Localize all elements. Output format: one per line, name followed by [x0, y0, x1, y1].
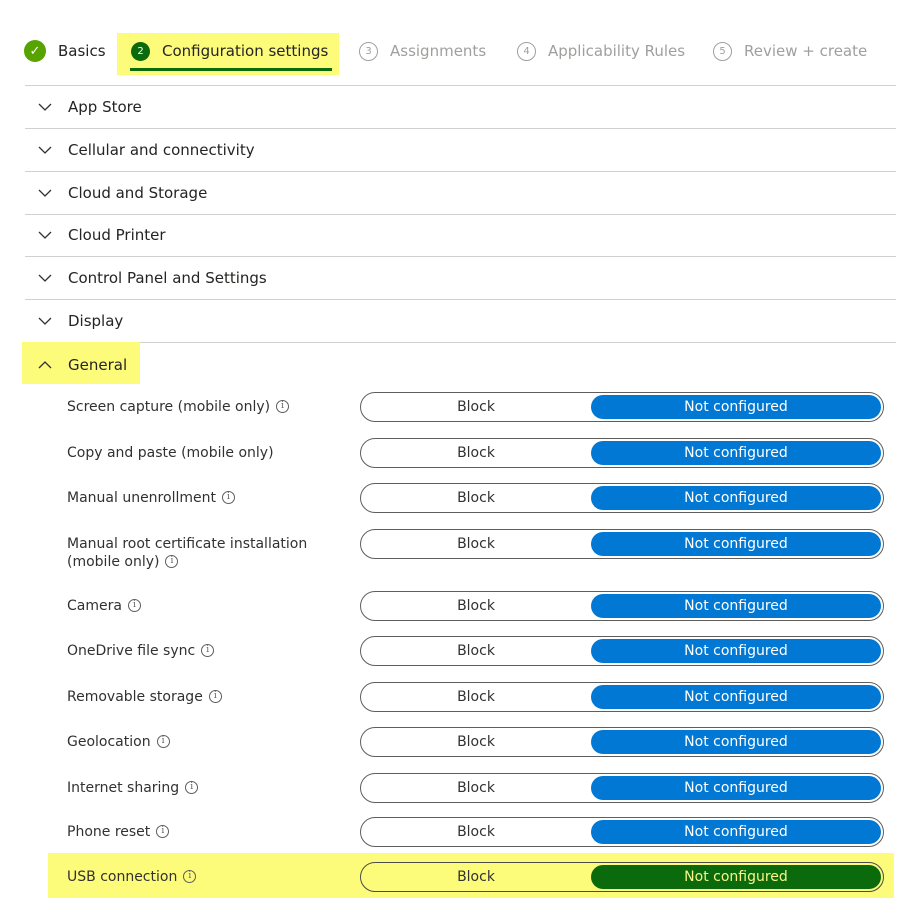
block-option[interactable]: Block — [457, 598, 495, 614]
setting-onedrive-file-sync — [67, 642, 352, 660]
info-icon[interactable]: i — [209, 690, 222, 703]
setting-usb-connection — [67, 868, 352, 886]
info-icon[interactable]: i — [276, 400, 289, 413]
info-icon[interactable]: i — [128, 599, 141, 612]
setting-screen-capture — [67, 398, 352, 416]
section-cellular-and-connectivity[interactable] — [25, 129, 896, 172]
section-cloud-printer[interactable] — [25, 214, 896, 257]
screen-capture-toggle[interactable] — [360, 392, 884, 422]
block-option[interactable]: Block — [457, 445, 495, 461]
step-number-icon: 2 — [131, 42, 150, 61]
setting-label: Removable storage — [67, 689, 203, 705]
section-control-panel-and-settings[interactable] — [25, 257, 896, 300]
setting-removable-storage — [67, 688, 352, 706]
setting-label: Camera — [67, 598, 122, 614]
camera-toggle[interactable] — [360, 591, 884, 621]
block-option[interactable]: Block — [457, 399, 495, 415]
block-option[interactable]: Block — [457, 536, 495, 552]
step-number-icon: 5 — [713, 42, 732, 61]
chevron-down-icon — [38, 314, 52, 328]
setting-label: Phone reset — [67, 824, 151, 840]
chevron-up-icon — [38, 358, 52, 372]
not-configured-option[interactable]: Not configured — [591, 730, 881, 754]
step-assignments[interactable] — [359, 38, 486, 64]
manual-unenrollment-toggle[interactable] — [360, 483, 884, 513]
chevron-down-icon — [38, 143, 52, 157]
section-general[interactable] — [25, 343, 896, 386]
not-configured-option[interactable]: Not configured — [591, 395, 881, 419]
block-option[interactable]: Block — [457, 734, 495, 750]
step-configuration-settings[interactable] — [131, 38, 328, 64]
onedrive-file-sync-toggle[interactable] — [360, 636, 884, 666]
not-configured-option[interactable]: Not configured — [591, 820, 881, 844]
step-label: Configuration settings — [162, 42, 329, 60]
setting-label: Manual unenrollment — [67, 490, 216, 506]
geolocation-toggle[interactable] — [360, 727, 884, 757]
info-icon[interactable]: i — [165, 555, 178, 568]
not-configured-option[interactable]: Not configured — [591, 441, 881, 465]
info-icon[interactable]: i — [156, 825, 169, 838]
checkmark-icon: ✓ — [24, 40, 46, 62]
manual-root-certificate-toggle[interactable] — [360, 529, 884, 559]
section-label: General — [68, 355, 128, 374]
setting-camera — [67, 597, 352, 615]
setting-label: OneDrive file sync — [67, 643, 196, 659]
not-configured-option[interactable]: Not configured — [591, 639, 881, 663]
not-configured-option[interactable]: Not configured — [591, 685, 881, 709]
block-option[interactable]: Block — [457, 869, 495, 885]
block-option[interactable]: Block — [457, 689, 495, 705]
setting-label: Internet sharing — [67, 780, 180, 796]
setting-label: Screen capture (mobile only) — [67, 399, 271, 415]
setting-label: Manual root certificate installation — [67, 536, 308, 552]
section-display[interactable] — [25, 300, 896, 343]
section-label: App Store — [68, 98, 142, 116]
not-configured-option[interactable]: Not configured — [591, 594, 881, 618]
section-label: Control Panel and Settings — [68, 269, 267, 287]
section-label: Cloud and Storage — [68, 184, 208, 202]
setting-manual-root-certificate — [67, 535, 352, 571]
setting-copy-and-paste — [67, 444, 352, 462]
setting-label: Copy and paste (mobile only) — [67, 445, 274, 461]
chevron-down-icon — [38, 228, 52, 242]
not-configured-option[interactable]: Not configured — [591, 532, 881, 556]
chevron-down-icon — [38, 271, 52, 285]
info-icon[interactable]: i — [183, 870, 196, 883]
setting-manual-unenrollment — [67, 489, 352, 507]
block-option[interactable]: Block — [457, 643, 495, 659]
copy-and-paste-toggle[interactable] — [360, 438, 884, 468]
setting-label: Geolocation — [67, 734, 151, 750]
step-number-icon: 4 — [517, 42, 536, 61]
section-label: Cloud Printer — [68, 226, 166, 244]
setting-label-line2: (mobile only) — [67, 554, 160, 570]
step-label: Review + create — [744, 42, 868, 60]
section-cloud-and-storage[interactable] — [25, 172, 896, 215]
setting-geolocation — [67, 733, 352, 751]
not-configured-option[interactable]: Not configured — [591, 486, 881, 510]
step-review-create[interactable] — [713, 38, 867, 64]
step-basics[interactable] — [24, 38, 106, 64]
setting-internet-sharing — [67, 779, 352, 797]
block-option[interactable]: Block — [457, 490, 495, 506]
setting-label: USB connection — [67, 869, 178, 885]
block-option[interactable]: Block — [457, 824, 495, 840]
usb-connection-toggle[interactable] — [360, 862, 884, 892]
block-option[interactable]: Block — [457, 780, 495, 796]
info-icon[interactable]: i — [201, 644, 214, 657]
section-app-store[interactable] — [25, 86, 896, 129]
section-label: Display — [68, 312, 124, 330]
step-label: Assignments — [390, 42, 487, 60]
info-icon[interactable]: i — [222, 491, 235, 504]
step-applicability-rules[interactable] — [517, 38, 685, 64]
step-label: Basics — [58, 42, 106, 60]
removable-storage-toggle[interactable] — [360, 682, 884, 712]
internet-sharing-toggle[interactable] — [360, 773, 884, 803]
step-label: Applicability Rules — [548, 42, 686, 60]
phone-reset-toggle[interactable] — [360, 817, 884, 847]
current-step-underline — [130, 68, 332, 71]
wizard-steps — [0, 0, 914, 86]
chevron-down-icon — [38, 186, 52, 200]
chevron-down-icon — [38, 100, 52, 114]
setting-phone-reset — [67, 823, 352, 841]
section-label: Cellular and connectivity — [68, 141, 255, 159]
info-icon[interactable]: i — [157, 735, 170, 748]
info-icon[interactable]: i — [185, 781, 198, 794]
step-number-icon: 3 — [359, 42, 378, 61]
not-configured-option[interactable]: Not configured — [591, 865, 881, 889]
not-configured-option[interactable]: Not configured — [591, 776, 881, 800]
